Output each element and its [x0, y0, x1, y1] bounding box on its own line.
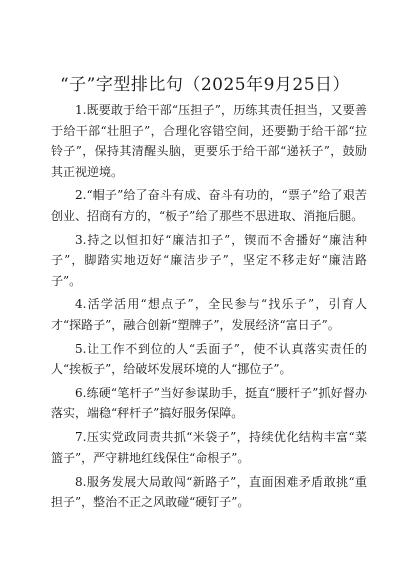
- document-title: “子”字型排比句（2025年9月25日）: [59, 75, 351, 95]
- paragraph-7: 7.压实党政同责共抓“米袋子”，持续优化结构丰富“菜篮子”，严守耕地红线保住“命根子”。: [51, 430, 367, 465]
- paragraph-4: 4.活学活用“想点子”，全民参与“找乐子”，引育人才“探路子”，融合创新“塑牌子”，发展经济“富日子”。: [51, 297, 367, 332]
- paragraph-8: 8.服务发展大局敢闯“新路子”，直面困难矛盾敢挑“重担子”，整治不正之风敢碰“硬钉子”。: [51, 474, 367, 510]
- paragraph-6: 6.练硬“笔杆子”当好参谋助手，挺直“腰杆子”抓好督办落实，端稳“秤杆子”搞好服务保障。: [51, 385, 367, 421]
- paragraph-2: 2.“帽子”给了奋斗有成、奋斗有功的，“票子”给了艰苦创业、招商有方的，“板子”给了那些不思进取、消拖后腿。: [51, 188, 367, 223]
- paragraph-3: 3.持之以恒扣好“廉洁扣子”，锲而不舍播好“廉洁种子”，脚踏实地迈好“廉洁步子”，坚定不移走好“廉洁路子”。: [51, 232, 367, 288]
- paragraph-5: 5.让工作不到位的人“丢面子”，使不认真落实责任的人“挨板子”，给破坏发展环境的人“挪位子”。: [51, 341, 367, 377]
- paragraph-1: 1.既要敢于给干部“压担子”，历练其责任担当，又要善于给干部“壮胆子”，合理化容错空间，还要勤于给干部“拉铃子”，保持其清醒头脑，更要乐于给干部“递袄子”，鼓励其正视逆境。: [51, 103, 367, 179]
- document-body: [51, 100, 367, 516]
